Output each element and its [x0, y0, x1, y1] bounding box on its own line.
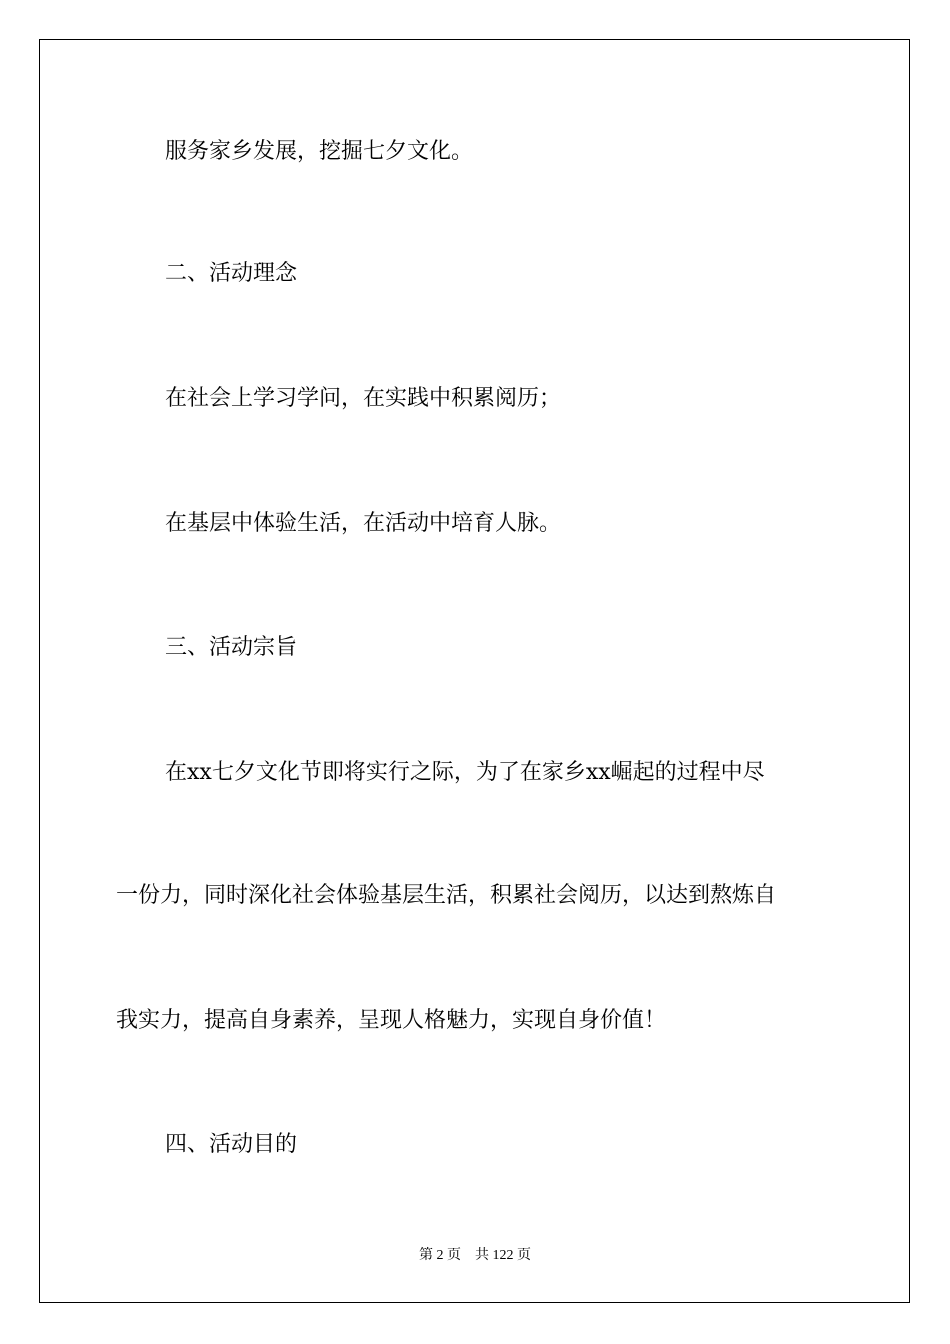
paragraph-concept-line-1: 在社会上学习学问，在实践中积累阅历；: [165, 386, 562, 411]
heading-activity-goal: 四、活动目的: [165, 1132, 298, 1157]
paragraph-concept-line-2: 在基层中体验生活，在活动中培育人脉。: [165, 511, 562, 536]
page-border: [39, 39, 910, 1303]
heading-activity-concept: 二、活动理念: [165, 261, 298, 286]
page-number-footer: 第 2 页 共 122 页: [419, 1248, 531, 1263]
paragraph-purpose-line-1: 在xx七夕文化节即将实行之际，为了在家乡xx崛起的过程中尽: [165, 760, 765, 785]
paragraph-purpose-line-2: 一份力，同时深化社会体验基层生活，积累社会阅历，以达到熬炼自: [116, 883, 777, 908]
paragraph-1: 服务家乡发展，挖掘七夕文化。: [165, 139, 474, 164]
paragraph-purpose-line-3: 我实力，提高自身素养，呈现人格魅力，实现自身价值！: [116, 1008, 667, 1033]
heading-activity-purpose: 三、活动宗旨: [165, 635, 298, 660]
